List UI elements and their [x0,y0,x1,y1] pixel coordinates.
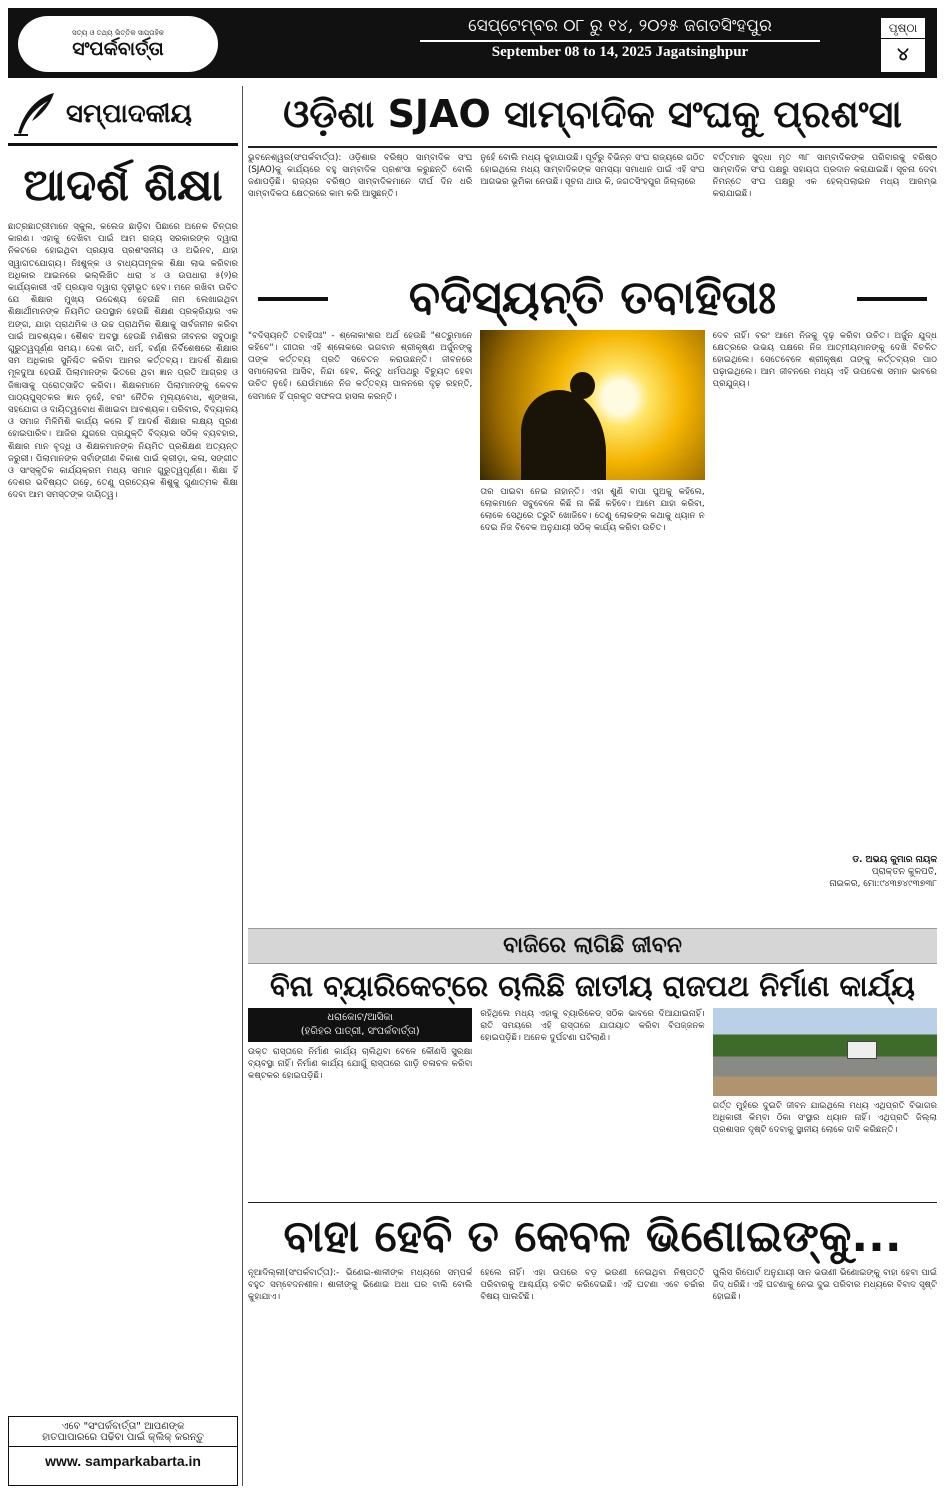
story2-col3-wrap [713,330,937,920]
meditation-sunset-image [480,330,704,480]
story3-headline: ବିନା ବ୍ୟାରିକେଟ୍‌ରେ ଚାଲିଛି ଜାତୀୟ ରାଜପଥ ନିର୍ମାଣ କାର୍ଯ୍ୟ [270,968,915,1003]
story3-band: ବାଜିରେ ଲାଗିଛି ଜୀବନ [248,928,937,964]
story3-col3: ଗର୍ତ୍ତ ମୁହଁରେ ଦୁଇଟି ଜୀବନ ଯାଇଥିଲେ ମଧ୍ୟ ଏଥିପ୍ରତି ବିଭାଗର ଅଧିକାରୀ କିମ୍ବା ଠିକା ସଂସ୍ଥାର ଧ୍ୟାନ ନାହିଁ। ଏଥିପ୍ରତି ଜିଲ୍ଲା ପ୍ରଶାସନ ଦୃଷ୍ଟି ଦେବାକୁ ସ୍ଥାନୀୟ ଲୋକେ ଦାବି କରିଛନ୍ତି। [712,1100,937,1135]
promo-box[interactable] [8,1416,238,1486]
story3-col1: ଉକ୍ତ ରାସ୍ତାରେ ନିର୍ମାଣ କାର୍ଯ୍ୟ ଚାଲିଥିବା ବେଳେ କୌଣସି ସୁରକ୍ଷା ବ୍ୟବସ୍ଥା ନାହିଁ। ନିର୍ମାଣ କାର୍ଯ୍ୟ ଯୋଗୁଁ ରାସ୍ତାରେ ଗାଡ଼ି ଚଳାଚଳ କରିବା କଷ୍ଟକର ହୋଇପଡ଼ିଛି। [248,1046,473,1081]
story4-col3: ପୁଲିସ ରିପୋର୍ଟ ଅନୁଯାୟୀ ସାନ ଭଉଣୀ ଭିଣୋଇଙ୍କୁ ବାହା ହେବା ପାଇଁ ଜିଦ୍ ଧରିଛି। ଏହି ଘଟଣାକୁ ନେଇ ଦୁଇ ପରିବାର ମଧ୍ୟରେ ବିବାଦ ସୃଷ୍ଟି ହୋଇଛି। [712,1268,937,1303]
newspaper-logo[interactable] [18,16,218,72]
story3-col1-wrap [248,1008,472,1198]
road-construction-image [713,1008,937,1096]
story2-col2: ତାର ପାଇବା ନେଇ ନାହାନ୍ତି। ଏହା ଶୁଣି ବାପା ପୁଅକୁ କହିଲେ, ଲୋକମାନେ ସବୁବେଳେ କିଛି ନା କିଛି କହିବେ। ଆମେ ଯାହା କରିବା, ଲୋକେ ସେଥିରେ ତ୍ରୁଟି ଖୋଜିବେ। ତେଣୁ ଲୋକଙ୍କ କଥାକୁ ଧ୍ୟାନ ନ ଦେଇ ନିଜ ବିବେକ ଅନୁଯାୟୀ ସଠିକ୍ କାର୍ଯ୍ୟ କରିବା ଉଚିତ। [480,486,705,534]
story4-headline: ବାହା ହେବି ତ କେବଳ ଭିଣୋଇଙ୍କୁ... [283,1211,902,1262]
rule [248,146,937,148]
promo-line2: ହାତପାପାରରେ ପଢିବା ପାଇଁ କ୍ଲିକ୍ କରନ୍ତୁ [9,1432,237,1447]
editorial-section-label: ସମ୍ପାଦକୀୟ [66,99,192,129]
rule [248,1202,937,1204]
page-number-box [879,16,927,74]
story2-col1: "ବଦିସ୍ୟନ୍ତି ତବାହିତାଃ" - ଶ୍ଳୋକାଂଶର ଅର୍ଥ ହେଉଛି "ଶତ୍ରୁମାନେ କହିବେ"। ଗୀତାର ଏହି ଶ୍ଳୋକରେ ଭଗବାନ ଶ୍ରୀକୃଷ୍ଣ ଅର୍ଜୁନଙ୍କୁ ତାଙ୍କ କର୍ତ୍ତବ୍ୟ ପ୍ରତି ସଚେତନ କରାଉଛନ୍ତି। ଜୀବନରେ ସମାଲୋଚନା ଆସିବ, ନିନ୍ଦା ହେବ, କିନ୍ତୁ ଧର୍ମପଥରୁ ବିଚ୍ୟୁତ ହେବା ଉଚିତ ନୁହେଁ। ଯେଉଁମାନେ ନିଜ କର୍ତ୍ତବ୍ୟ ପାଳନରେ ଦୃଢ଼ ରହନ୍ତି, ସେମାନେ ହିଁ ପ୍ରକୃତ ସଫଳତା ହାସଲ କରନ୍ତି। [248,330,473,402]
date-english: September 08 to 14, 2025 Jagatsinghpur [491,44,749,60]
column-divider [242,86,243,1486]
story1-body [248,152,937,264]
reporter-tag [248,1008,472,1042]
main-content [248,86,937,1486]
promo-line1: ଏବେ "ସଂପର୍କବାର୍ତ୍ତା" ଆପଣଙ୍କ [61,1421,185,1432]
date-odia: ସେପ୍ଟେମ୍ବର ୦୮ ରୁ ୧୪, ୨୦୨୫ ଜଗତସିଂହପୁର [468,16,772,36]
silhouette-figure [521,390,606,480]
story1-col1: ଭୁବନେଶ୍ୱର(ସଂପର୍କବାର୍ତ୍ତା): ଓଡ଼ିଶାର ବରିଷ୍ଠ ସାମ୍ବାଦିକ ସଂଘ (SJAO)କୁ କାର୍ଯ୍ୟରେ ବହୁ ସାମ୍ବାଦିକ ପ୍ରଶଂସା କରୁଛନ୍ତି ବୋଲି ଜଣାପଡ଼ିଛି। ରାଜ୍ୟର ବରିଷ୍ଠ ସାମ୍ବାଦିକମାନେ ଦୀର୍ଘ ଦିନ ଧରି ସାମ୍ବାଦିକତା କ୍ଷେତ୍ରରେ କାମ କରି ଆସୁଛନ୍ତି। [248,152,473,200]
story2-body [248,330,937,920]
masthead [8,8,937,78]
author-contact: ନାଇକର, ମୋ:୯୪୩୭୪୯୩୭୩୮ [829,878,937,889]
silhouette-head [570,372,595,399]
editorial-title: ଆଦର୍ଶ ଶିକ୍ଷା [23,160,223,211]
story2-col2-wrap [480,330,704,920]
story2-headline-wrap [248,264,937,330]
truck-shape [847,1041,877,1059]
author-signature [713,854,937,890]
logo-title: ସଂପର୍କବାର୍ତ୍ତା [72,37,164,60]
editorial-header [8,86,238,146]
story3-col3-wrap [713,1008,937,1198]
story3-col2: ରହିଥିଲେ ମଧ୍ୟ ଏହାକୁ ବ୍ୟାରିକେଡ୍ ସଠିକ ଭାବରେ ଦିଆଯାଇନାହିଁ। ରାତି ସମୟରେ ଏହି ରାସ୍ତାରେ ଯାତାୟାତ କରିବା ବିପଜ୍ଜନକ ହୋଇପଡ଼ିଛି। ଅନେକ ଦୁର୍ଘଟଣା ଘଟିଲାଣି। [480,1008,705,1043]
page-number: ୪ [897,44,909,65]
editorial-body: ଛାତ୍ରଛାତ୍ରୀମାନେ ସ୍କୁଲ, କଲେଜ ଛାଡ଼ିବା ପିଛାରେ ଅନେକ ଚିନ୍ତାର କାରଣ। ଏହାକୁ ଦେଖିବା ପାଇଁ ଆମ ରାଜ୍ୟ ସରକାରଙ୍କ ଦ୍ୱାରା ନିକଟରେ ହୋଇଥିବା ପ୍ରୟାସ ପ୍ରଶଂସନୀୟ ଓ ଅଭିନବ, ଯାହା ସ୍ୱାଗତଯୋଗ୍ୟ। ନିଃଶୁଳ୍କ ଓ ବାଧ୍ୟତାମୂଳକ ଶିକ୍ଷା ଲାଭ କରିବାର ଅଧିକାର ଆଇନରେ ଭଲ୍ଲିଖିତ ଧାରା ୪ ଓ ଉପଧାରା ୫(୨)ର କାର୍ଯ୍ୟକାରୀ ଏହି ପ୍ରୟାସ ଦ୍ୱାରା ଦୃଢ଼ୀଭୂତ ହେବ। ମନେ ରଖିବା ଉଚିତ ଯେ ଶିକ୍ଷାର ମୁଖ୍ୟ ଉଦ୍ଦେଶ୍ୟ ହେଉଛି ନାମ ଲେଖାଇଥିବା ଶିକ୍ଷାର୍ଥୀମାନଙ୍କ ନିୟମିତ ଉପସ୍ଥାନ ହେଉଛି ଶିକ୍ଷଣ ପ୍ରକ୍ରିୟାର ଏକ ଅଙ୍ଗ, ଯାହା ପ୍ରାଥମିକ ଓ ଉଚ୍ଚ ପ୍ରାଥମିକ ଶିକ୍ଷାକୁ ସାର୍ବଜନୀନ କରିବା ପାଇଁ ଆବଶ୍ୟକ। ଶୈଶବ ଅବସ୍ଥା ହେଉଛି ମଣିଷର ଜୀବନର ସବୁଠାରୁ ଗୁରୁତ୍ୱପୂର୍ଣ୍ଣ ସମୟ। ଦେଶ ଜାତି, ଧର୍ମ, ବର୍ଣ୍ଣ ନିର୍ବିଶେଷରେ ଶିକ୍ଷାର ସମ ଅଧିକାର ସୁନିଶ୍ଚିତ କରିବା ଆମର କର୍ତ୍ତବ୍ୟ। ଆଦର୍ଶ ଶିକ୍ଷାର ମୂଳଦୁଆ ହେଉଛି ପିଲାମାନଙ୍କ ଭିତରେ ଥିବା ଜ୍ଞାନ ପ୍ରତି ଆଗ୍ରହ ଓ ଜିଜ୍ଞାସାକୁ ପ୍ରୋତ୍ସାହିତ କରିବା। ଶିକ୍ଷକମାନେ ପିଲାମାନଙ୍କୁ କେବଳ ପାଠ୍ୟପୁସ୍ତକର ଜ୍ଞାନ ନୁହେଁ, ବରଂ ନୈତିକ ମୂଲ୍ୟବୋଧ, ଶୃଙ୍ଖଳା, ସହଯୋଗ ଓ ଦାୟିତ୍ୱବୋଧ ଶିଖାଇବା ଆବଶ୍ୟକ। ପରିବାର, ବିଦ୍ୟାଳୟ ଓ ସମାଜ ମିଳିମିଶି କାର୍ଯ୍ୟ କଲେ ହିଁ ଆଦର୍ଶ ଶିକ୍ଷାର ଲକ୍ଷ୍ୟ ପୂରଣ ହୋଇପାରିବ। ଆଜିର ଯୁଗରେ ପ୍ରଯୁକ୍ତି ବିଦ୍ୟାର ସଠିକ୍ ବ୍ୟବହାର, ଶିକ୍ଷାର ମାନ ବୃଦ୍ଧି ଓ ଶିକ୍ଷକମାନଙ୍କ ନିୟମିତ ପ୍ରଶିକ୍ଷଣ ଅତ୍ୟନ୍ତ ଜରୁରୀ। ପିଲାମାନଙ୍କ ସର୍ବାଙ୍ଗୀଣ ବିକାଶ ପାଇଁ କ୍ରୀଡ଼ା, କଳା, ସଙ୍ଗୀତ ଓ ସାଂସ୍କୃତିକ କାର୍ଯ୍ୟକ୍ରମ ମଧ୍ୟ ସମାନ ଗୁରୁତ୍ୱପୂର୍ଣ୍ଣ। ଶିକ୍ଷା ହିଁ ଦେଶର ଭବିଷ୍ୟତ ଗଢ଼େ, ତେଣୁ ପ୍ରତ୍ୟେକ ଶିଶୁକୁ ଗୁଣାତ୍ମକ ଶିକ୍ଷା ଦେବା ଆମ ସମସ୍ତଙ୍କ ଦାୟିତ୍ୱ। [8,222,238,501]
page-label: ପୃଷ୍ଠା [881,18,925,39]
story2-headline: ବଦିସ୍ୟନ୍ତି ତବାହିତାଃ [408,269,777,324]
reporter-name: (ହରିହର ପାତ୍ରୀ, ସଂପର୍କବାର୍ତ୍ତା) [300,1025,420,1037]
author-name: ଡ. ଅଭୟ କୁମାର ନାୟକ [852,854,937,865]
editorial-column [8,86,238,1486]
story2-col3: ଦେବ ନାହିଁ। ବରଂ ଆମେ ନିଜକୁ ଦୃଢ଼ କରିବା ଉଚିତ। ଅର୍ଜୁନ ଯୁଦ୍ଧ କ୍ଷେତ୍ରରେ ଉଭୟ ପକ୍ଷରେ ନିଜ ଆତ୍ମୀୟମାନଙ୍କୁ ଦେଖି ବିଚଳିତ ହୋଇଥିଲେ। ସେତେବେଳେ ଶ୍ରୀକୃଷ୍ଣ ତାଙ୍କୁ କର୍ତ୍ତବ୍ୟର ପାଠ ପଢ଼ାଇଥିଲେ। ଆମ ଜୀବନରେ ମଧ୍ୟ ଏହି ଉପଦେଶ ସମାନ ଭାବରେ ପ୍ରଯୁଜ୍ୟ। [712,330,937,390]
story4-col2: ହେଲେ ନାହିଁ। ଏହା ଉପରେ ବଡ଼ ଭଉଣୀ ନେଇଥିବା ନିଷ୍ପତ୍ତି ପରିବାରକୁ ଆଶ୍ଚର୍ଯ୍ୟ ଚକିତ କରିଦେଇଛି। ଏହି ଘଟଣା ଏବେ ଚର୍ଚ୍ଚାର ବିଷୟ ପାଲଟିଛି। [480,1268,705,1303]
story4-body [248,1267,937,1467]
story1-col2: ନୁହେଁ ବୋଲି ମଧ୍ୟ କୁହାଯାଉଛି। ପୂର୍ବରୁ ବିଭିନ୍ନ ସଂଘ ରାଜ୍ୟରେ ଗଠିତ ହୋଇଥିଲେ ମଧ୍ୟ ସାମ୍ବାଦିକଙ୍କ ସମସ୍ୟା ସମାଧାନ ପାଇଁ ଏହି ସଂଘ ଆଗଭର ଭୂମିକା ନେଉଛି। ସୂଚନା ଥାଉ କି, ଜଗତସିଂହପୁର ଜିଲ୍ଲାରେ [480,152,705,187]
logo-tagline: ସତ୍ୟ ଓ ତଥ୍ୟ ଭିତ୍ତିକ ସାପ୍ତାହିକ [72,28,164,37]
story3-body [248,1008,937,1198]
author-role: ପ୍ରାକ୍ତନ କୁଳପତି, [871,866,937,877]
story4-col1: ନୂଆଦିଲ୍ଲୀ(ସଂପର୍କବାର୍ତ୍ତା):- ଭିଣେଇ-ଶାଳୀଙ୍କ ମଧ୍ୟରେ ସମ୍ପର୍କ ବହୁତ ସମ୍ବେଦନଶୀଳ। ଶାଳୀଙ୍କୁ ଭିଣୋଇ ଅଧା ଘର ବାଲି ବୋଲି କୁହାଯାଏ। [248,1268,473,1303]
masthead-divider [420,40,820,42]
story1-col3: ବର୍ତ୍ତମାନ ସୁଦ୍ଧା ମୃତ ୩୮ ସାମ୍ବାଦିକଙ୍କ ପରିବାରକୁ ବରିଷ୍ଠ ସାମ୍ବାଦିକ ସଂଘ ପକ୍ଷରୁ ସହାୟତା ପ୍ରଦାନ କରାଯାଇଛି। ସୂଚନା ଦେବା ନିମନ୍ତେ ସଂଘ ପକ୍ଷରୁ ଏକ ହେଲ୍ପଲାଇନ ମଧ୍ୟ ଆରମ୍ଭ କରାଯାଇଛି। [712,152,937,200]
reporter-location: ଧରାକୋଟ/ଆସିକା [327,1011,393,1023]
website-link[interactable]: www. samparkabarta.in [45,1453,201,1469]
quill-icon [8,89,60,141]
story1-headline: ଓଡ଼ିଶା SJAO ସାମ୍ବାଦିକ ସଂଘକୁ ପ୍ରଶଂସା [283,92,902,136]
